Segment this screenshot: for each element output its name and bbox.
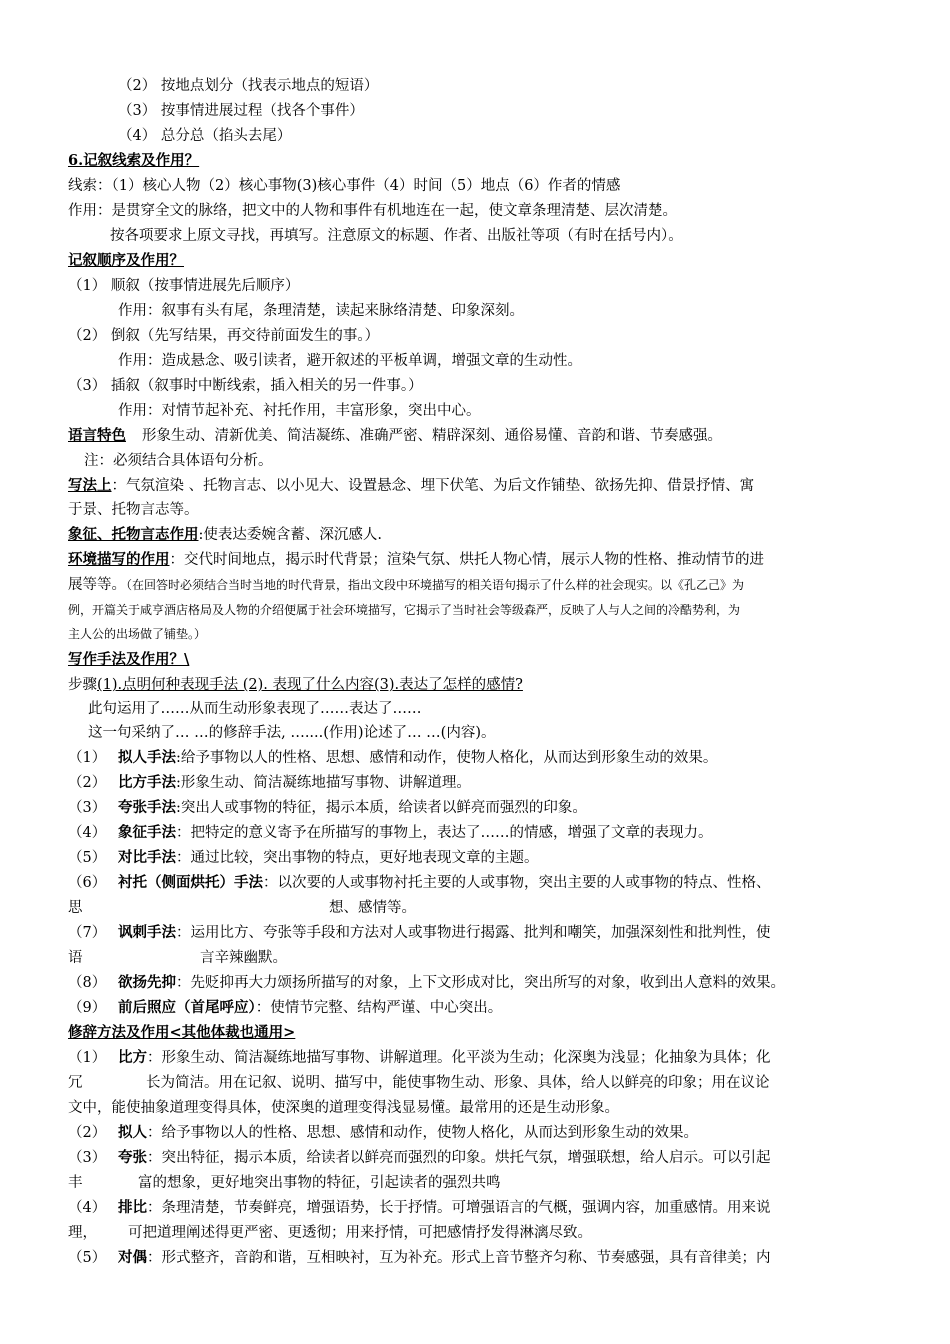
item-text: ：先贬抑再大力颂扬所描写的对象，上下文形成对比，突出所写的对象，收到出人意料的效果。	[176, 975, 785, 991]
text-line	[68, 550, 764, 570]
text-line: 言辛辣幽默。	[200, 950, 287, 966]
list-item	[68, 973, 785, 993]
item-label: 拟人	[118, 1124, 147, 1141]
text-line	[68, 525, 382, 545]
text-line: （3） 插叙（叙事时中断线索，插入相关的另一件事。）	[68, 378, 423, 394]
text-line: 理，	[68, 1225, 97, 1241]
text-line	[68, 675, 523, 695]
item-text: ：运用比方、夸张等手段和方法对人或事物进行揭露、批判和嘲笑，加强深刻性和批判性，使	[176, 925, 771, 941]
text-line: 思	[68, 900, 83, 916]
item-number: （2）	[68, 1125, 107, 1141]
item-label: 夸张手法	[118, 799, 176, 816]
item-label: 象征手法	[118, 824, 176, 841]
text-line: 长为简洁。用在记叙、说明、描写中，能使事物生动、形象、具体，给人以鲜亮的印象；用在议论	[146, 1075, 770, 1091]
text-line: （2） 按地点划分（找表示地点的短语）	[118, 78, 379, 94]
item-number: （4）	[68, 825, 107, 841]
term-label: 写法上	[68, 477, 112, 494]
item-text: ：把特定的意义寄予在所描写的事物上，表达了……的情感，增强了文章的表现力。	[176, 825, 713, 841]
text-line: （2） 倒叙（先写结果，再交待前面发生的事。）	[68, 328, 380, 344]
list-item	[68, 998, 502, 1018]
item-number: （1）	[68, 750, 107, 766]
text-line: 想、感情等。	[329, 900, 416, 916]
item-number: （1）	[68, 1050, 107, 1066]
item-text: ：通过比较，突出事物的特点，更好地表现文章的主题。	[176, 850, 539, 866]
text-line: （3） 按事情进展过程（找各个事件）	[118, 103, 364, 119]
item-label: 衬托（侧面烘托）手法	[118, 874, 263, 891]
text-line: （1） 顺叙（按事情进展先后顺序）	[68, 278, 300, 294]
item-text: :形象生动、简洁凝练地描写事物、讲解道理。	[176, 775, 471, 791]
list-item	[68, 1148, 771, 1168]
item-text: ：以次要的人或事物衬托主要的人或事物，突出主要的人或事物的特点、性格、	[263, 875, 771, 891]
text-line: 作用：叙事有头有尾，条理清楚，读起来脉络清楚、印象深刻。	[118, 303, 524, 319]
note-line: 主人公的出场做了铺垫。）	[68, 627, 207, 641]
list-item	[68, 773, 471, 793]
item-text: ：给予事物以人的性格、思想、感情和动作，使物人格化，从而达到形象生动的效果。	[147, 1125, 698, 1141]
term-text: :使表达委婉含蓄、深沉感人.	[198, 527, 382, 543]
item-label: 比方手法	[118, 774, 176, 791]
text-line: 富的想象，更好地突出事物的特征，引起读者的强烈共鸣	[138, 1175, 501, 1191]
text-line: （4） 总分总（掐头去尾）	[118, 128, 292, 144]
text-line	[68, 476, 754, 496]
text-line: 作用：对情节起补充、衬托作用，丰富形象，突出中心。	[118, 403, 481, 419]
text-line: 语	[68, 950, 83, 966]
item-label: 对偶	[118, 1249, 147, 1266]
steps-prefix: 步骤	[68, 677, 97, 693]
list-item	[68, 923, 771, 943]
list-item	[68, 1248, 771, 1268]
list-item	[68, 748, 717, 768]
text-line: 线索：（1）核心人物（2）核心事物(3)核心事件（4）时间（5）地点（6）作者的情感	[68, 178, 621, 194]
item-number: （3）	[68, 800, 107, 816]
item-label: 拟人手法	[118, 749, 176, 766]
list-item	[68, 1048, 771, 1068]
list-item	[68, 1123, 698, 1143]
section-heading: 记叙顺序及作用？	[68, 252, 184, 269]
item-text: ：形象生动、简洁凝练地描写事物、讲解道理。化平淡为生动；化深奥为浅显；化抽象为具体；化	[147, 1050, 771, 1066]
term-text: ：交代时间地点，揭示时代背景；渲染气氛、烘托人物心情，展示人物的性格、推动情节的进	[169, 552, 764, 568]
item-number: （9）	[68, 1000, 107, 1016]
term-text: ：气氛渲染 、托物言志、以小见大、设置悬念、埋下伏笔、为后文作铺垫、欲扬先抑、借景抒情、寓	[111, 478, 755, 494]
section-heading: 修辞方法及作用<其他体裁也通用>	[68, 1024, 296, 1041]
term-label: 象征、托物言志作用	[68, 526, 199, 543]
text-line: 可把道理阐述得更严密、更透彻；用来抒情，可把感情抒发得淋漓尽致。	[128, 1225, 592, 1241]
item-text: ：形式整齐，音韵和谐，互相映衬，互为补充。形式上音节整齐匀称、节奏感强，具有音律美；内	[147, 1250, 771, 1266]
section-heading: 写作手法及作用？\	[68, 651, 190, 668]
text-line	[68, 575, 744, 595]
item-label: 讽刺手法	[118, 924, 176, 941]
steps-text: (1).点明何种表现手法 (2). 表现了什么内容(3).表达了怎样的感情?	[97, 677, 523, 693]
term-text: 展等等。	[68, 577, 126, 593]
item-number: （3）	[68, 1150, 107, 1166]
note-line: 例，开篇关于咸亨酒店格局及人物的介绍便属于社会环境描写，它揭示了当时社会等级森严，反映了人与人之间的冷酷势利，为	[68, 603, 741, 617]
item-label: 比方	[118, 1049, 147, 1066]
item-text: :突出人或事物的特征，揭示本质，给读者以鲜亮而强烈的印象。	[176, 800, 587, 816]
list-item	[68, 873, 771, 893]
item-number: （4）	[68, 1200, 107, 1216]
item-text: ：条理清楚，节奏鲜亮，增强语势，长于抒情。可增强语言的气概，强调内容，加重感情。用来说	[147, 1200, 771, 1216]
item-number: （5）	[68, 850, 107, 866]
item-text: :给予事物以人的性格、思想、感情和动作，使物人格化，从而达到形象生动的效果。	[176, 750, 718, 766]
text-line: 作用：造成悬念、吸引读者，避开叙述的平板单调，增强文章的生动性。	[118, 353, 582, 369]
item-text: ：使情节完整、结构严谨、中心突出。	[255, 1000, 503, 1016]
text-line: 按各项要求上原文寻找，再填写。注意原文的标题、作者、出版社等项（有时在括号内）。	[110, 228, 683, 244]
term-label: 环境描写的作用	[68, 551, 170, 568]
item-number: （7）	[68, 925, 107, 941]
text-line: 于景、托物言志等。	[68, 502, 199, 518]
item-number: （6）	[68, 875, 107, 891]
list-item	[68, 798, 587, 818]
item-number: （5）	[68, 1250, 107, 1266]
item-text: ：突出特征，揭示本质，给读者以鲜亮而强烈的印象。烘托气氛，增强联想，给人启示。可以引起	[147, 1150, 771, 1166]
item-label: 前后照应（首尾呼应）	[118, 999, 256, 1016]
text-line	[68, 426, 722, 446]
text-line: 作用：是贯穿全文的脉络，把文中的人物和事件有机地连在一起，使文章条理清楚、层次清楚。	[68, 203, 677, 219]
item-label: 排比	[118, 1199, 147, 1216]
item-number: （2）	[68, 775, 107, 791]
text-line: 文中，能使抽象道理变得具体，使深奥的道理变得浅显易懂。最常用的还是生动形象。	[68, 1100, 619, 1116]
list-item	[68, 848, 539, 868]
text-line: 冗	[68, 1075, 83, 1091]
term-label: 语言特色	[68, 427, 126, 444]
list-item	[68, 1198, 771, 1218]
note-text: （在回答时必须结合当时当地的时代背景，指出文段中环境描写的相关语句揭示了什么样的社会现实。以《孔乙己》为	[126, 578, 745, 592]
item-number: （8）	[68, 975, 107, 991]
list-item	[68, 823, 713, 843]
item-label: 对比手法	[118, 849, 176, 866]
text-line: 这一句采纳了… …的修辞手法, …....(作用)论述了… …(内容)。	[88, 725, 496, 741]
term-text: 形象生动、清新优美、简洁凝练、准确严密、精辟深刻、通俗易懂、音韵和谐、节奏感强。	[142, 428, 722, 444]
section-heading: 6.记叙线索及作用？	[68, 152, 200, 169]
text-line: 此句运用了……从而生动形象表现了……表达了……	[88, 701, 422, 717]
text-line: 丰	[68, 1175, 83, 1191]
text-line: 注：必须结合具体语句分析。	[84, 453, 273, 469]
item-label: 欲扬先抑	[118, 974, 176, 991]
item-label: 夸张	[118, 1149, 147, 1166]
